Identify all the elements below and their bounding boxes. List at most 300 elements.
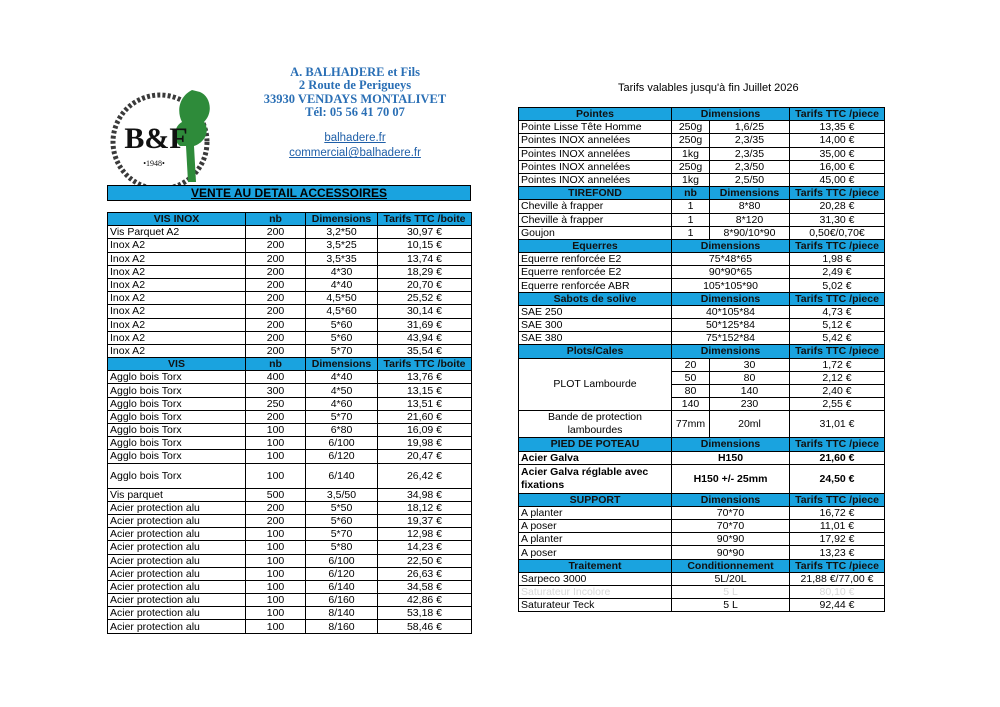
table-cell: 100 <box>246 567 306 580</box>
table-cell: 13,74 € <box>378 252 472 265</box>
table-cell: SAE 300 <box>519 319 672 332</box>
table-cell: Acier protection alu <box>108 554 246 567</box>
section-header-row <box>108 358 472 371</box>
section-header-row <box>519 438 885 451</box>
table-cell: 13,76 € <box>378 371 472 384</box>
table-cell: 100 <box>246 437 306 450</box>
table-cell: Saturateur Teck <box>519 599 672 612</box>
website-link[interactable]: balhadere.fr <box>324 132 386 145</box>
table-row <box>519 305 885 318</box>
table-row <box>519 134 885 147</box>
table-cell: 8*120 <box>710 213 790 226</box>
table-row <box>519 121 885 134</box>
table-cell: 1 <box>672 200 710 213</box>
table-cell: Pointes INOX annelées <box>519 173 672 186</box>
table-cell: A planter <box>519 506 672 519</box>
table-cell: Acier protection alu <box>108 528 246 541</box>
header-cell: Dimensions <box>672 345 790 358</box>
table-row <box>108 331 472 344</box>
table-cell: 80 <box>672 384 710 397</box>
table-row <box>519 533 885 546</box>
table-row <box>108 620 472 633</box>
table-cell: 13,23 € <box>790 546 885 559</box>
table-cell: 30 <box>710 358 790 371</box>
table-cell: 18,29 € <box>378 265 472 278</box>
header-cell: Dimensions <box>306 213 378 226</box>
table-cell: Bande de protection lambourdes <box>519 411 672 438</box>
table-row <box>108 226 472 239</box>
table-cell: 11,01 € <box>790 520 885 533</box>
table-row <box>519 358 885 371</box>
table-cell: 2,49 € <box>790 266 885 279</box>
table-cell: 200 <box>246 239 306 252</box>
header-cell: nb <box>246 358 306 371</box>
table-cell: H150 +/- 25mm <box>672 464 790 493</box>
right-price-table <box>518 107 885 612</box>
table-cell: 300 <box>246 384 306 397</box>
company-info <box>250 66 460 161</box>
table-cell: Acier protection alu <box>108 541 246 554</box>
table-cell: 6/120 <box>306 567 378 580</box>
table-row <box>108 318 472 331</box>
table-cell: 18,12 € <box>378 501 472 514</box>
table-cell: Acier protection alu <box>108 501 246 514</box>
table-cell: 30,97 € <box>378 226 472 239</box>
table-cell: 34,58 € <box>378 580 472 593</box>
table-cell: SAE 380 <box>519 332 672 345</box>
table-cell: 100 <box>246 424 306 437</box>
table-cell: 2,5/50 <box>710 173 790 186</box>
section-header-row <box>519 292 885 305</box>
table-cell: 50*125*84 <box>672 319 790 332</box>
table-cell: Cheville à frapper <box>519 213 672 226</box>
table-cell: 6/100 <box>306 554 378 567</box>
table-row <box>108 265 472 278</box>
table-cell: 2,40 € <box>790 384 885 397</box>
header-cell: VIS <box>108 358 246 371</box>
table-row <box>519 319 885 332</box>
table-cell: 5*80 <box>306 541 378 554</box>
table-cell: Acier Galva réglable avec fixations <box>519 464 672 493</box>
section-header-row <box>519 559 885 572</box>
table-cell: Acier Galva <box>519 451 672 464</box>
table-cell: A planter <box>519 533 672 546</box>
company-city: 33930 VENDAYS MONTALIVET <box>263 91 447 106</box>
header-cell: Tarifs TTC /piece <box>790 239 885 252</box>
table-cell: 1 <box>672 213 710 226</box>
header-cell: Traitement <box>519 559 672 572</box>
table-cell: 6/160 <box>306 594 378 607</box>
table-row <box>519 226 885 239</box>
table-cell: 200 <box>246 318 306 331</box>
table-cell: 1kg <box>672 173 710 186</box>
table-cell: Acier protection alu <box>108 514 246 527</box>
table-cell: 80,10 € <box>790 586 885 599</box>
plot-label: PLOT Lambourde <box>519 358 672 411</box>
table-row <box>519 332 885 345</box>
header-cell: Pointes <box>519 108 672 121</box>
table-cell: 3,5/50 <box>306 488 378 501</box>
table-cell: Pointes INOX annelées <box>519 147 672 160</box>
table-cell: 80 <box>710 371 790 384</box>
table-cell: 20,70 € <box>378 278 472 291</box>
table-cell: 230 <box>710 398 790 411</box>
section-header-row <box>108 213 472 226</box>
table-row <box>108 278 472 291</box>
table-cell: 5*70 <box>306 410 378 423</box>
table-cell: 4,73 € <box>790 305 885 318</box>
table-cell: Vis parquet <box>108 488 246 501</box>
header-cell: Sabots de solive <box>519 292 672 305</box>
table-cell: 6/140 <box>306 580 378 593</box>
header-cell: Tarifs TTC /piece <box>790 559 885 572</box>
validity-note: Tarifs valables jusqu'à fin Juillet 2026 <box>618 82 799 94</box>
table-cell: 53,18 € <box>378 607 472 620</box>
table-cell: 6/140 <box>306 463 378 488</box>
table-cell: 5,02 € <box>790 279 885 292</box>
table-cell: Equerre renforcée E2 <box>519 266 672 279</box>
table-row <box>108 305 472 318</box>
table-cell: 5*60 <box>306 318 378 331</box>
table-cell: Inox A2 <box>108 292 246 305</box>
section-header-row <box>519 108 885 121</box>
table-row <box>108 424 472 437</box>
logo-year: •1948• <box>143 159 165 168</box>
table-row <box>108 437 472 450</box>
table-cell: Vis Parquet A2 <box>108 226 246 239</box>
table-row <box>519 147 885 160</box>
table-row <box>519 411 885 438</box>
table-cell: 21,60 € <box>790 451 885 464</box>
table-cell: 2,3/35 <box>710 147 790 160</box>
table-cell: 0,50€/0,70€ <box>790 226 885 239</box>
table-cell: Agglo bois Torx <box>108 397 246 410</box>
table-cell: 3,2*50 <box>306 226 378 239</box>
table-cell: 5*60 <box>306 514 378 527</box>
table-cell: Sarpeco 3000 <box>519 572 672 585</box>
table-cell: 4,5*60 <box>306 305 378 318</box>
table-cell: Inox A2 <box>108 278 246 291</box>
table-cell: 1 <box>672 226 710 239</box>
table-cell: 2,3/50 <box>710 160 790 173</box>
table-cell: 14,23 € <box>378 541 472 554</box>
table-cell: 5*50 <box>306 501 378 514</box>
table-cell: 8/140 <box>306 607 378 620</box>
header-cell: nb <box>672 187 710 200</box>
table-cell: 200 <box>246 305 306 318</box>
company-logo <box>110 82 222 194</box>
table-cell: Agglo bois Torx <box>108 384 246 397</box>
table-cell: 5 L <box>672 586 790 599</box>
table-row <box>108 541 472 554</box>
table-cell: Pointe Lisse Tête Homme <box>519 121 672 134</box>
section-header-row <box>519 493 885 506</box>
table-row <box>519 520 885 533</box>
table-cell: 16,09 € <box>378 424 472 437</box>
table-cell: 22,50 € <box>378 554 472 567</box>
section-header-row <box>519 239 885 252</box>
table-cell: 5L/20L <box>672 572 790 585</box>
table-cell: Saturateur Incolore <box>519 586 672 599</box>
table-row <box>108 580 472 593</box>
table-cell: 200 <box>246 331 306 344</box>
table-cell: 1,98 € <box>790 253 885 266</box>
table-cell: 16,00 € <box>790 160 885 173</box>
table-cell: H150 <box>672 451 790 464</box>
table-cell: Pointes INOX annelées <box>519 160 672 173</box>
table-cell: 90*90*65 <box>672 266 790 279</box>
table-cell: 21,60 € <box>378 410 472 423</box>
table-cell: 19,37 € <box>378 514 472 527</box>
table-row <box>108 607 472 620</box>
table-cell: 21,88 €/77,00 € <box>790 572 885 585</box>
table-cell: Acier protection alu <box>108 567 246 580</box>
table-cell: 24,50 € <box>790 464 885 493</box>
table-cell: Inox A2 <box>108 239 246 252</box>
table-cell: 90*90 <box>672 546 790 559</box>
table-cell: Inox A2 <box>108 305 246 318</box>
header-cell: Tarifs TTC /piece <box>790 292 885 305</box>
table-cell: 4*30 <box>306 265 378 278</box>
left-price-table <box>107 212 472 634</box>
header-cell: Dimensions <box>672 108 790 121</box>
table-cell: 105*105*90 <box>672 279 790 292</box>
table-cell: 200 <box>246 501 306 514</box>
table-row <box>519 160 885 173</box>
table-cell: 31,01 € <box>790 411 885 438</box>
table-cell: 12,98 € <box>378 528 472 541</box>
table-row <box>519 279 885 292</box>
table-cell: 13,35 € <box>790 121 885 134</box>
table-cell: 58,46 € <box>378 620 472 633</box>
table-cell: 250g <box>672 134 710 147</box>
table-cell: Inox A2 <box>108 344 246 357</box>
table-cell: Acier protection alu <box>108 620 246 633</box>
table-cell: 4,5*50 <box>306 292 378 305</box>
table-cell: 6/100 <box>306 437 378 450</box>
header-cell: Dimensions <box>672 438 790 451</box>
table-cell: 34,98 € <box>378 488 472 501</box>
table-row <box>108 252 472 265</box>
header-cell: Tarifs TTC /piece <box>790 108 885 121</box>
table-row <box>108 463 472 488</box>
table-cell: Agglo bois Torx <box>108 450 246 463</box>
table-cell: 1kg <box>672 147 710 160</box>
table-cell: 200 <box>246 344 306 357</box>
table-cell: Equerre renforcée ABR <box>519 279 672 292</box>
table-cell: 16,72 € <box>790 506 885 519</box>
table-cell: 26,63 € <box>378 567 472 580</box>
table-cell: 43,94 € <box>378 331 472 344</box>
table-cell: 400 <box>246 371 306 384</box>
table-cell: 5*60 <box>306 331 378 344</box>
table-row <box>108 594 472 607</box>
table-cell: 40*105*84 <box>672 305 790 318</box>
table-row <box>108 514 472 527</box>
table-cell: 100 <box>246 528 306 541</box>
table-cell: Inox A2 <box>108 331 246 344</box>
table-row <box>519 599 885 612</box>
left-title: VENTE AU DETAIL ACCESSOIRES <box>107 185 471 201</box>
table-row <box>519 253 885 266</box>
table-cell: 31,30 € <box>790 213 885 226</box>
table-cell: 45,00 € <box>790 173 885 186</box>
table-cell: 10,15 € <box>378 239 472 252</box>
table-cell: 3,5*25 <box>306 239 378 252</box>
table-cell: 8*90/10*90 <box>710 226 790 239</box>
table-row <box>108 344 472 357</box>
table-cell: 1,6/25 <box>710 121 790 134</box>
table-cell: Inox A2 <box>108 318 246 331</box>
table-row <box>108 501 472 514</box>
table-row <box>519 173 885 186</box>
table-row <box>519 266 885 279</box>
table-cell: 42,86 € <box>378 594 472 607</box>
table-row <box>108 567 472 580</box>
table-cell: 4*40 <box>306 371 378 384</box>
table-cell: 5 L <box>672 599 790 612</box>
table-cell: 75*152*84 <box>672 332 790 345</box>
table-row <box>108 528 472 541</box>
table-row <box>519 213 885 226</box>
table-cell: 13,51 € <box>378 397 472 410</box>
table-cell: Agglo bois Torx <box>108 424 246 437</box>
table-cell: 17,92 € <box>790 533 885 546</box>
table-row <box>108 292 472 305</box>
table-cell: 250g <box>672 160 710 173</box>
table-cell: 6*80 <box>306 424 378 437</box>
table-cell: 200 <box>246 226 306 239</box>
table-row <box>108 239 472 252</box>
table-cell: 200 <box>246 410 306 423</box>
table-row <box>519 546 885 559</box>
table-cell: 4*60 <box>306 397 378 410</box>
table-cell: 70*70 <box>672 506 790 519</box>
header-cell: Tarifs TTC /boite <box>378 358 472 371</box>
table-row <box>519 572 885 585</box>
table-cell: Cheville à frapper <box>519 200 672 213</box>
table-cell: 20,28 € <box>790 200 885 213</box>
header-cell: Conditionnement <box>672 559 790 572</box>
header-cell: Tarifs TTC /piece <box>790 438 885 451</box>
table-row <box>108 554 472 567</box>
table-cell: SAE 250 <box>519 305 672 318</box>
header-cell: Dimensions <box>672 292 790 305</box>
table-cell: 200 <box>246 514 306 527</box>
table-cell: 35,00 € <box>790 147 885 160</box>
table-cell: 500 <box>246 488 306 501</box>
company-phone: Tél: 05 56 41 70 07 <box>305 104 405 119</box>
table-cell: A poser <box>519 520 672 533</box>
table-cell: 90*90 <box>672 533 790 546</box>
header-cell: TIREFOND <box>519 187 672 200</box>
table-cell: 5*70 <box>306 528 378 541</box>
table-cell: 100 <box>246 607 306 620</box>
table-cell: Acier protection alu <box>108 580 246 593</box>
table-cell: 100 <box>246 463 306 488</box>
company-name: A. BALHADERE et Fils <box>290 65 420 79</box>
table-cell: 100 <box>246 620 306 633</box>
email-link[interactable]: commercial@balhadere.fr <box>289 147 421 160</box>
table-cell: 100 <box>246 594 306 607</box>
table-cell: Acier protection alu <box>108 594 246 607</box>
table-cell: 140 <box>672 398 710 411</box>
table-row <box>108 371 472 384</box>
table-row <box>108 450 472 463</box>
table-cell: 100 <box>246 450 306 463</box>
table-cell: 2,12 € <box>790 371 885 384</box>
table-row <box>519 586 885 599</box>
table-cell: 100 <box>246 580 306 593</box>
table-row <box>108 410 472 423</box>
table-cell: 250g <box>672 121 710 134</box>
logo-monogram: B&F <box>124 122 188 155</box>
header-cell: SUPPORT <box>519 493 672 506</box>
table-cell: 200 <box>246 278 306 291</box>
table-cell: 3,5*35 <box>306 252 378 265</box>
table-cell: 25,52 € <box>378 292 472 305</box>
table-cell: 30,14 € <box>378 305 472 318</box>
header-cell: Dimensions <box>710 187 790 200</box>
table-cell: 1,72 € <box>790 358 885 371</box>
table-cell: 5*70 <box>306 344 378 357</box>
section-header-row <box>519 187 885 200</box>
table-cell: 6/120 <box>306 450 378 463</box>
table-cell: 19,98 € <box>378 437 472 450</box>
table-cell: 26,42 € <box>378 463 472 488</box>
table-cell: 35,54 € <box>378 344 472 357</box>
table-cell: Agglo bois Torx <box>108 437 246 450</box>
table-cell: 2,3/35 <box>710 134 790 147</box>
table-cell: 8/160 <box>306 620 378 633</box>
table-cell: 2,55 € <box>790 398 885 411</box>
table-cell: 14,00 € <box>790 134 885 147</box>
table-row <box>519 451 885 464</box>
table-cell: Equerre renforcée E2 <box>519 253 672 266</box>
header-cell: Tarifs TTC /piece <box>790 345 885 358</box>
table-cell: Agglo bois Torx <box>108 463 246 488</box>
header-cell: Dimensions <box>672 493 790 506</box>
table-cell: 140 <box>710 384 790 397</box>
table-cell: 8*80 <box>710 200 790 213</box>
table-cell: 92,44 € <box>790 599 885 612</box>
company-street: 2 Route de Perigueys <box>298 78 412 93</box>
table-cell: 200 <box>246 265 306 278</box>
header-cell: Equerres <box>519 239 672 252</box>
header-cell: PIED DE POTEAU <box>519 438 672 451</box>
table-cell: Inox A2 <box>108 265 246 278</box>
table-cell: 5,42 € <box>790 332 885 345</box>
table-row <box>108 384 472 397</box>
table-row <box>519 200 885 213</box>
header-cell: Tarifs TTC /boite <box>378 213 472 226</box>
table-row <box>519 506 885 519</box>
table-cell: Goujon <box>519 226 672 239</box>
table-cell: Inox A2 <box>108 252 246 265</box>
section-header-row <box>519 345 885 358</box>
table-cell: 31,69 € <box>378 318 472 331</box>
table-cell: 70*70 <box>672 520 790 533</box>
table-row <box>108 488 472 501</box>
table-cell: 13,15 € <box>378 384 472 397</box>
table-cell: Agglo bois Torx <box>108 371 246 384</box>
header-cell: Dimensions <box>672 239 790 252</box>
table-cell: 5,12 € <box>790 319 885 332</box>
table-row <box>519 464 885 493</box>
header-cell: VIS INOX <box>108 213 246 226</box>
table-cell: Pointes INOX annelées <box>519 134 672 147</box>
table-cell: 20ml <box>710 411 790 438</box>
